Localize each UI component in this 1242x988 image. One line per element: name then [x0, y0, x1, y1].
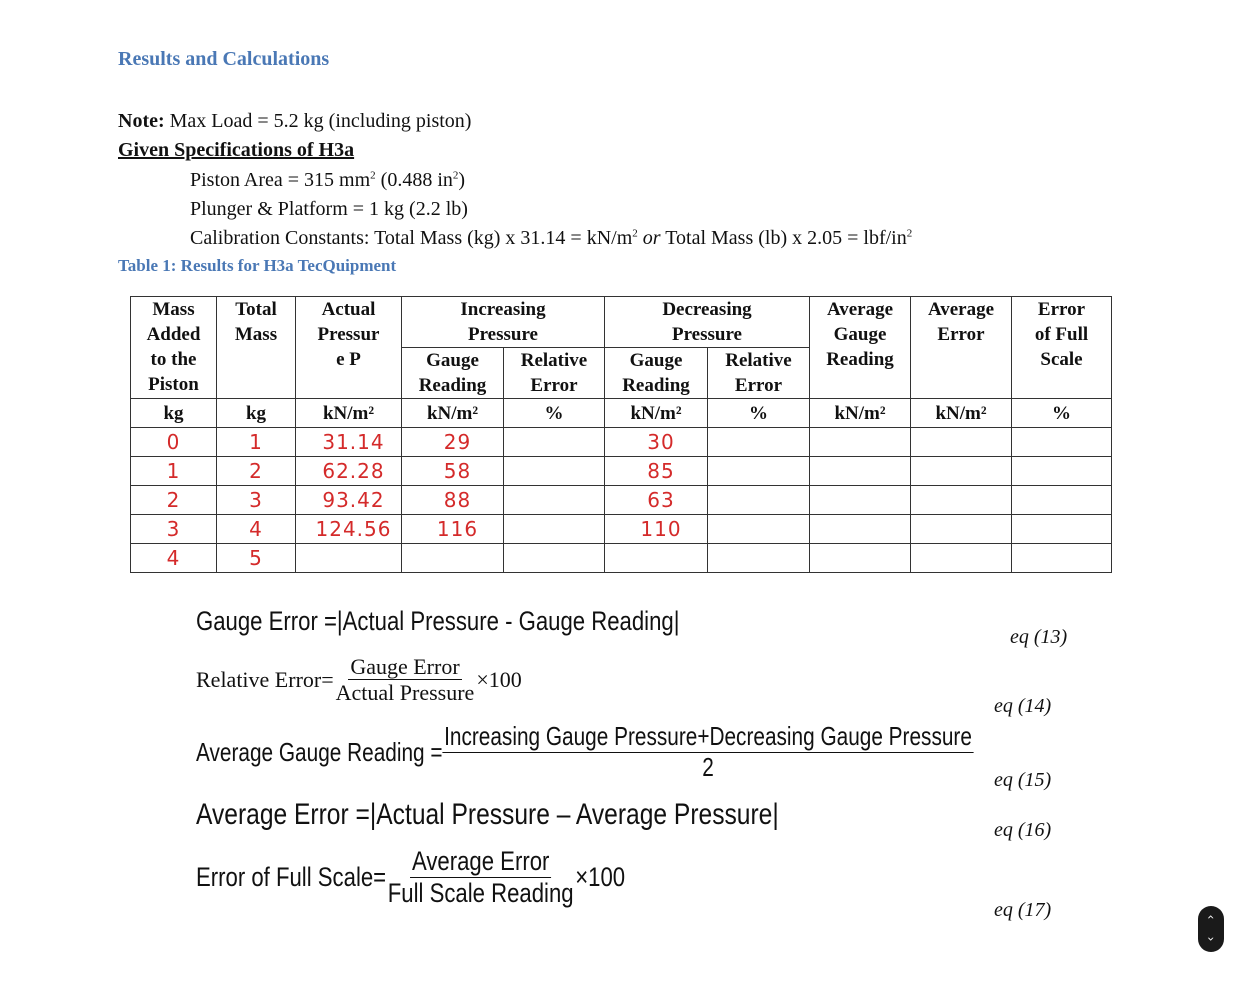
th-line: Reading — [826, 349, 894, 370]
eq17-fraction — [386, 846, 575, 909]
table-row — [131, 428, 1112, 457]
table-body — [131, 428, 1112, 573]
th-line: Error — [937, 324, 985, 345]
cell-inc-gauge: 58 — [402, 457, 504, 486]
eq15-lhs: Average Gauge Reading = — [196, 736, 443, 767]
calib-or: or — [642, 227, 661, 249]
th-line: of Full — [1034, 324, 1089, 345]
unit-cell: % — [1012, 399, 1112, 428]
th-line: Reading — [418, 375, 487, 396]
empty-cell — [504, 428, 605, 457]
th-line: Error — [734, 375, 783, 396]
th-line: Actual — [321, 299, 376, 320]
equation-error-full-scale — [196, 846, 625, 909]
eq14-den: Actual Pressure — [335, 680, 475, 706]
equation-average-error: Average Error =|Actual Pressure – Average Pressure| — [196, 798, 779, 831]
cell-actual: 31.14 — [296, 428, 402, 457]
empty-cell — [1012, 486, 1112, 515]
empty-cell — [504, 515, 605, 544]
cell-dec-gauge: 30 — [605, 428, 708, 457]
section-heading: Results and Calculations — [118, 48, 330, 70]
equation-relative-error — [196, 654, 522, 706]
eq15-num: Increasing Gauge Pressure+Decreasing Gauge Pressure — [444, 721, 972, 751]
th-line: Relative — [725, 350, 792, 371]
unit-cell: kN/m² — [402, 399, 504, 428]
eq17-den: Full Scale Reading — [387, 878, 574, 909]
eq17-lhs: Error of Full Scale= — [196, 862, 387, 893]
empty-cell — [1012, 515, 1112, 544]
scroll-button[interactable] — [1198, 906, 1224, 952]
header-row-1 — [131, 297, 1112, 348]
th-line: Added — [146, 324, 201, 345]
table-row — [131, 515, 1112, 544]
th-line: Pressure — [671, 324, 742, 345]
th-mass-added — [131, 297, 217, 399]
th-line: Scale — [1040, 349, 1083, 370]
cell-dec-gauge: 110 — [605, 515, 708, 544]
eq14-lhs: Relative Error= — [196, 666, 334, 692]
unit-cell: kg — [131, 399, 217, 428]
unit-cell: kN/m² — [810, 399, 911, 428]
th-inc-gauge — [402, 348, 504, 399]
empty-cell — [911, 544, 1012, 573]
note-label: Note: — [118, 110, 165, 132]
cell-dec-gauge: 85 — [605, 457, 708, 486]
cell-total-mass: 3 — [217, 486, 296, 515]
th-line: Decreasing — [662, 299, 752, 320]
results-table — [130, 296, 1112, 573]
empty-cell — [504, 457, 605, 486]
cell-actual: 124.56 — [296, 515, 402, 544]
empty-cell — [708, 515, 810, 544]
table-row — [131, 544, 1112, 573]
cell-mass-added: 2 — [131, 486, 217, 515]
th-actual-pressure — [296, 297, 402, 399]
empty-cell — [810, 515, 911, 544]
table-row — [131, 457, 1112, 486]
unit-cell: kN/m² — [605, 399, 708, 428]
empty-cell — [810, 457, 911, 486]
table-row — [131, 486, 1112, 515]
th-dec-relative — [708, 348, 810, 399]
eq17-num: Average Error — [410, 846, 551, 878]
th-line: Increasing — [460, 299, 546, 320]
eq-13-label: eq (13) — [1010, 626, 1068, 648]
eq14-num: Gauge Error — [350, 654, 460, 679]
th-line: Gauge — [426, 350, 479, 371]
cell-total-mass: 2 — [217, 457, 296, 486]
spec-piston-area — [190, 169, 465, 192]
cell-inc-gauge — [402, 544, 504, 573]
spec-piston-area-text3: ) — [458, 169, 466, 191]
empty-cell — [911, 428, 1012, 457]
th-line: Total — [235, 299, 277, 320]
calib-text: Calibration Constants: Total Mass (kg) x 31.14 = kN/m — [190, 227, 633, 249]
sup: 2 — [370, 169, 376, 182]
equation-average-gauge — [196, 722, 974, 783]
spec-calibration — [190, 227, 912, 250]
cell-mass-added: 4 — [131, 544, 217, 573]
eq17-tail: ×100 — [575, 862, 626, 893]
th-line: Gauge — [629, 350, 683, 371]
sup: 2 — [452, 169, 459, 182]
empty-cell — [1012, 457, 1112, 486]
cell-total-mass: 4 — [217, 515, 296, 544]
cell-actual: 62.28 — [296, 457, 402, 486]
th-line: Mass — [152, 299, 195, 320]
empty-cell — [504, 486, 605, 515]
cell-mass-added: 3 — [131, 515, 217, 544]
units-row — [131, 399, 1112, 428]
th-line: Average — [927, 299, 995, 320]
empty-cell — [708, 544, 810, 573]
empty-cell — [810, 544, 911, 573]
th-line: Pressur — [317, 324, 380, 345]
th-increasing — [402, 297, 605, 348]
empty-cell — [810, 486, 911, 515]
equation-gauge-error: Gauge Error =|Actual Pressure - Gauge Reading| — [196, 606, 680, 636]
eq-16-label: eq (16) — [994, 819, 1052, 841]
th-error-full-scale — [1012, 297, 1112, 399]
th-line: e P — [336, 349, 361, 370]
empty-cell — [911, 515, 1012, 544]
th-line: Piston — [148, 374, 199, 395]
cell-actual — [296, 544, 402, 573]
unit-cell: % — [504, 399, 605, 428]
th-line: Error — [530, 375, 578, 396]
cell-dec-gauge — [605, 544, 708, 573]
cell-total-mass: 5 — [217, 544, 296, 573]
th-line: Mass — [234, 324, 278, 345]
th-decreasing — [605, 297, 810, 348]
note-text: Max Load = 5.2 kg (including piston) — [169, 110, 472, 132]
empty-cell — [911, 457, 1012, 486]
empty-cell — [708, 457, 810, 486]
th-line: Pressure — [467, 324, 538, 345]
cell-inc-gauge: 116 — [402, 515, 504, 544]
sup: 2 — [632, 227, 638, 240]
spec-piston-area-text2: (0.488 in — [375, 169, 453, 191]
cell-mass-added: 0 — [131, 428, 217, 457]
eq-17-label: eq (17) — [994, 899, 1052, 921]
eq-15-label: eq (15) — [994, 769, 1052, 791]
empty-cell — [504, 544, 605, 573]
th-line: Gauge — [833, 324, 887, 345]
eq15-den: 2 — [702, 751, 714, 782]
empty-cell — [911, 486, 1012, 515]
scroll-down-icon[interactable]: › — [1204, 936, 1218, 942]
spec-plunger: Plunger & Platform = 1 kg (2.2 lb) — [190, 198, 468, 220]
given-specifications-title: Given Specifications of H3a — [118, 139, 355, 161]
th-line: Error — [1037, 299, 1086, 320]
cell-inc-gauge: 29 — [402, 428, 504, 457]
unit-cell: % — [708, 399, 810, 428]
scroll-up-icon[interactable]: ‹ — [1204, 914, 1218, 920]
empty-cell — [1012, 428, 1112, 457]
unit-cell: kg — [217, 399, 296, 428]
unit-cell: kN/m² — [911, 399, 1012, 428]
th-average-error — [911, 297, 1012, 399]
sup: 2 — [906, 227, 913, 240]
empty-cell — [1012, 544, 1112, 573]
eq14-tail: ×100 — [476, 666, 522, 692]
cell-inc-gauge: 88 — [402, 486, 504, 515]
note-line — [118, 110, 471, 133]
eq14-fraction — [334, 654, 477, 706]
cell-mass-added: 1 — [131, 457, 217, 486]
th-average-gauge — [810, 297, 911, 399]
calib-text2: Total Mass (lb) x 2.05 = lbf/in — [665, 227, 907, 249]
table-caption: Table 1: Results for H3a TecQuipment — [118, 256, 397, 275]
spec-piston-area-text: Piston Area = 315 mm — [190, 169, 371, 191]
cell-total-mass: 1 — [217, 428, 296, 457]
th-line: Relative — [520, 350, 588, 371]
empty-cell — [810, 428, 911, 457]
empty-cell — [708, 486, 810, 515]
empty-cell — [708, 428, 810, 457]
cell-actual: 93.42 — [296, 486, 402, 515]
th-line: Reading — [622, 375, 690, 396]
cell-dec-gauge: 63 — [605, 486, 708, 515]
th-line: Average — [826, 299, 894, 320]
th-total-mass — [217, 297, 296, 399]
th-dec-gauge — [605, 348, 708, 399]
th-inc-relative — [504, 348, 605, 399]
eq15-fraction — [443, 722, 974, 783]
unit-cell: kN/m² — [296, 399, 402, 428]
th-line: to the — [150, 349, 197, 370]
eq-14-label: eq (14) — [994, 695, 1052, 717]
